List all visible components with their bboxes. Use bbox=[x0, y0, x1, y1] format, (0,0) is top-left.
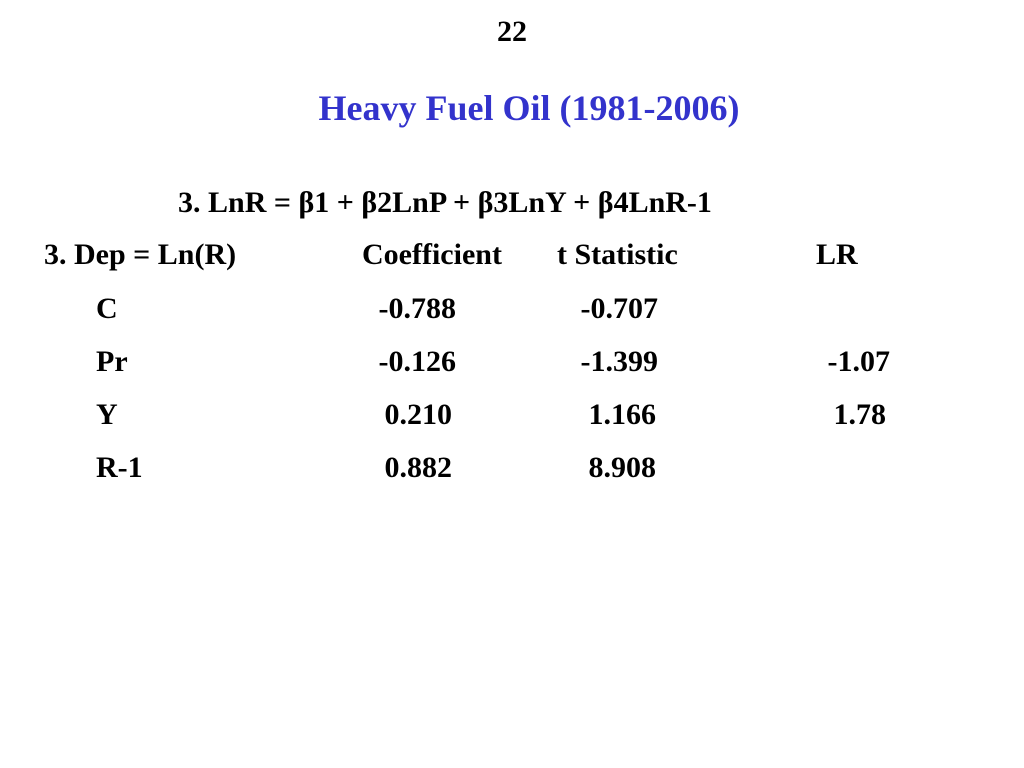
row-y-coefficient: 0.210 bbox=[384, 398, 452, 431]
row-c-label: C bbox=[96, 292, 118, 325]
row-pr-t-statistic: -1.399 bbox=[580, 345, 658, 378]
row-pr-lr: -1.07 bbox=[827, 345, 890, 378]
row-y-lr: 1.78 bbox=[833, 398, 886, 431]
row-pr-label: Pr bbox=[96, 345, 128, 378]
header-lr: LR bbox=[816, 238, 858, 271]
slide-number: 22 bbox=[497, 15, 527, 48]
regression-equation: 3. LnR = β1 + β2LnP + β3LnY + β4LnR-1 bbox=[178, 186, 712, 219]
header-t-statistic: t Statistic bbox=[557, 238, 678, 271]
row-r-1-label: R-1 bbox=[96, 451, 143, 484]
header-coefficient: Coefficient bbox=[362, 238, 502, 271]
row-y-t-statistic: 1.166 bbox=[588, 398, 656, 431]
row-r-1-t-statistic: 8.908 bbox=[588, 451, 656, 484]
row-c-coefficient: -0.788 bbox=[378, 292, 456, 325]
slide-title: Heavy Fuel Oil (1981-2006) bbox=[318, 88, 740, 128]
row-y-label: Y bbox=[96, 398, 118, 431]
row-pr-coefficient: -0.126 bbox=[378, 345, 456, 378]
header-dependent-variable: 3. Dep = Ln(R) bbox=[44, 238, 237, 271]
row-r-1-coefficient: 0.882 bbox=[384, 451, 452, 484]
row-c-t-statistic: -0.707 bbox=[580, 292, 658, 325]
